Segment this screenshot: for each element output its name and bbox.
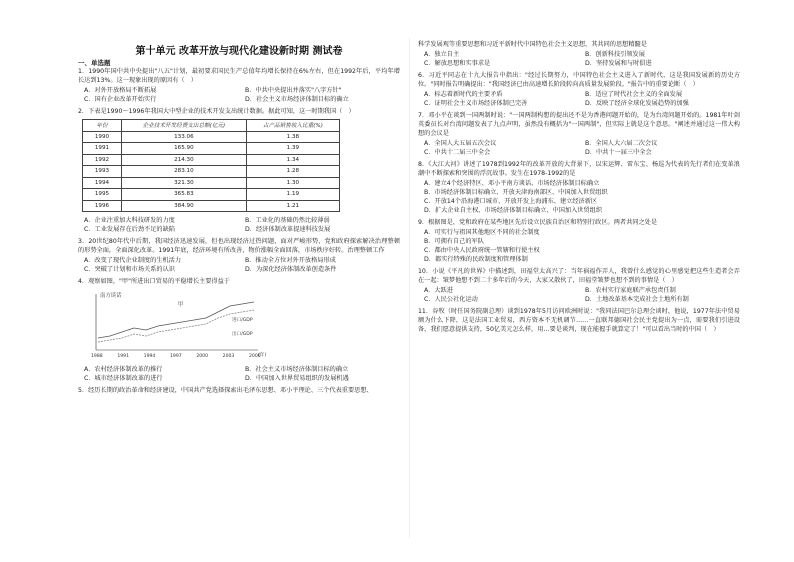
table-cell-ratio: 1.34 [246, 154, 339, 166]
chart-x-unit: (年) [258, 353, 267, 358]
q9-option-b[interactable]: B．可拥有自己的军队 [424, 238, 484, 245]
q3-option-a[interactable]: A．改变了现代企业制度的生机活力 [84, 257, 182, 264]
chart-series-b-label: 出口/GDP [232, 332, 253, 337]
table-header-expense: 企业技术开发经费支出总额(亿元) [122, 120, 247, 132]
table-cell-expense: 365.83 [122, 189, 247, 201]
chart-x-tick-label: 2003 [222, 354, 235, 359]
q1-option-d[interactable]: D．社会主义市场经济体制目标的确立 [245, 96, 349, 103]
table-body [83, 131, 340, 212]
table-cell-year: 1992 [83, 154, 122, 166]
q2-data-table [82, 119, 340, 212]
question-5-stem-start: 5．经历长期的政治革命和经济建设，中国共产党选择探索出毛泽东思想、邓小平理论、三个代表重要思想、 [78, 387, 373, 394]
q8-option-c[interactable]: C．开放14个沿海港口城市、开放开发上海浦东、建立经济新区 [424, 198, 598, 205]
q9-option-a[interactable]: A．可实行与祖国其他地区不同的社会制度 [424, 229, 540, 236]
q7-option-b[interactable]: B．全国人大六届二次会议 [585, 140, 658, 147]
q4-option-b[interactable]: B．社会主义市场经济体制目标的确立 [245, 366, 349, 373]
table-cell-expense: 133.06 [122, 131, 247, 143]
table-header-year: 年份 [83, 120, 122, 132]
question-9-stem: 9．根据图是，党和政府在某些地区先后设立民族自治区和特别行政区。两者共同之处是 [418, 219, 658, 226]
document-title: 第十单元 改革开放与现代化建设新时期 测试卷 [135, 46, 343, 57]
q9-option-d[interactable]: D．都实行特殊的民政制度和管理体制 [424, 256, 528, 263]
q2-option-a[interactable]: A．企业注重加大科技研发的力度 [84, 217, 175, 224]
q5-option-c[interactable]: C．解放思想和实事求是 [424, 60, 491, 67]
q3-option-c[interactable]: C．突破了计划和市场关系的认识 [84, 266, 175, 273]
chart-x-tick-label: 1997 [170, 354, 182, 359]
question-11-stem: 11．谷牧（时任国务院副总理）谈到1978年5月访问欧洲时说："我同法国巴尔总理会谈时，他说，1977年法中贸易额为什么下降，这是法国工业贸易，西方资本不无机调节……一直联邦德国社会民主党提出为一点，需要我们引进设备，我们愿意提供支持，50亿美元怎么样，用…要是谈判，现在能握手就算定了！"可以看出当时的中国（ ） [418, 308, 740, 333]
left-column [78, 58, 400, 395]
chart-series-a-label: 进口/GDP [232, 318, 253, 323]
section-title: 一、单选题 [78, 59, 111, 67]
table-cell-expense: 384.90 [122, 200, 247, 212]
table-cell-expense: 321.30 [122, 177, 247, 189]
question-4-options [84, 365, 400, 383]
q6-option-c[interactable]: C．证明社会主义市场经济体制已完善 [424, 100, 528, 107]
q5-option-b[interactable]: B．创新科技引领发展 [585, 51, 645, 58]
q7-option-a[interactable]: A．全国人大五届五次会议 [424, 140, 497, 147]
table-cell-ratio: 1.19 [246, 189, 339, 201]
table-cell-year: 1994 [83, 177, 122, 189]
q6-option-a[interactable]: A．标志着新时代的主要矛盾 [424, 91, 503, 98]
table-cell-year: 1993 [83, 166, 122, 178]
q4-option-a[interactable]: A．农村经济体制改革的推行 [84, 366, 163, 373]
question-8-options [424, 179, 740, 215]
question-7-options [424, 139, 740, 157]
chart-x-tick-label: 1991 [117, 354, 130, 359]
q6-option-b[interactable]: B．适应了时代社会主义的全面发展 [585, 91, 683, 98]
table-cell-expense: 214.30 [122, 154, 247, 166]
table-cell-expense: 283.10 [122, 166, 247, 178]
chart-x-tick-label: 1988 [91, 354, 103, 359]
q4-option-c[interactable]: C．城市经济体制改革的进行 [84, 375, 163, 382]
question-5-options [424, 50, 740, 68]
table-cell-year: 1995 [83, 189, 122, 201]
question-8-stem: 8．《大江大河》讲述了1978到1992年的改革开放的大背景下，以宋运辉、雷东宝、杨巡为代表的先行者们在变革浪潮中不断探索和突围的浮沉故事。发生在1978-1992的是 [418, 161, 740, 177]
q8-option-a[interactable]: A．建立4个经济特区、邓小平南方谈话、市场经济体制目标确立 [424, 180, 600, 187]
q5-option-d[interactable]: D．坚持发展和与时俱进 [585, 60, 652, 67]
chart-line-import [98, 310, 254, 342]
q2-option-b[interactable]: B．工业化的基础仍然比较薄弱 [245, 217, 330, 224]
question-10-options [424, 286, 740, 304]
q7-option-c[interactable]: C．中共十二届三中全会 [424, 149, 491, 156]
question-5-stem-cont: 科学发展观等重要思想和习近平新时代中国特色社会主义思想，其共同的思想精髓是 [418, 41, 647, 48]
q1-option-b[interactable]: B．中共中央提出并落实"八字方针" [245, 87, 342, 94]
q10-option-b[interactable]: B．农村实行家庭联产承包责任制 [585, 287, 676, 294]
table-cell-ratio: 1.39 [246, 143, 339, 155]
chart-x-ticks [91, 353, 261, 359]
table-cell-ratio: 1.38 [246, 131, 339, 143]
question-1-options [84, 86, 400, 104]
q6-option-d[interactable]: D．反映了经济全球化发展趋势的加强 [585, 100, 689, 107]
q8-option-b[interactable]: B．市场经济体制目标确立、开放天津海南部区、中国加入世贸组织 [424, 189, 608, 196]
table-row [83, 154, 340, 166]
q10-option-a[interactable]: A．大跃进 [424, 287, 453, 294]
table-cell-year: 1991 [83, 143, 122, 155]
table-cell-year: 1996 [83, 200, 122, 212]
table-row [83, 189, 340, 201]
q10-option-d[interactable]: D．土地改革基本完成社会土地所有制 [585, 296, 689, 303]
table-row [83, 166, 340, 178]
q3-option-d[interactable]: D．为深化经济体制改革创造条件 [245, 266, 337, 273]
q4-option-d[interactable]: D．中国加入世界贸易组织的发展机遇 [245, 375, 349, 382]
table-row [83, 177, 340, 189]
q1-option-c[interactable]: C．国有企业改革开始实行 [84, 96, 157, 103]
table-row [83, 200, 340, 212]
column-divider [409, 38, 410, 538]
question-3-options [84, 256, 400, 274]
table-row [83, 143, 340, 155]
right-column [418, 40, 740, 334]
question-2-stem: 2．下表是1990～1996年我国大中型企业的技术开发支出统计数据。据此可知，这一时期我国（ ） [78, 108, 355, 115]
q10-option-c[interactable]: C．人民公社化运动 [424, 296, 478, 303]
table-row [83, 131, 340, 143]
chart-line-export [98, 302, 254, 338]
chart-x-tick-label: 2000 [196, 354, 209, 359]
question-9-options [424, 228, 740, 264]
q1-option-a[interactable]: A．对外开放格局不断拓展 [84, 87, 157, 94]
trade-chart-svg [82, 288, 272, 362]
chart-legend-label: 南方谈话 [100, 293, 122, 299]
q7-option-d[interactable]: D．中共十一届三中全会 [585, 149, 652, 156]
table-header-ratio: 占产品销售收入比重(%) [246, 120, 339, 132]
question-6-stem: 6．习近平同志在十九大报告中指出："经过长期努力，中国特色社会主义进入了新时代，这是我国发展新的历史方位。"同时报告明确提出："我国经济已由高速增长阶段转向高质量发展阶段。"报告中的重要论断（ ） [418, 72, 740, 88]
q3-option-b[interactable]: B．推动全方位对外开放格局形成 [245, 257, 336, 264]
q8-option-d[interactable]: D．扩大企业自主权、市场经济体制目标确立、中国加入世贸组织 [424, 207, 603, 214]
table-header-row [83, 120, 340, 132]
q9-option-c[interactable]: C．都由中央人民政府统一管辖和行使主权 [424, 247, 540, 254]
q2-option-c[interactable]: C．工业发展存在后劲不足的缺陷 [84, 226, 175, 233]
q4-trade-chart [82, 288, 272, 362]
question-4-stem: 4．观察如图，"甲"所进出口贸易的平稳增长主要得益于 [78, 278, 230, 285]
question-3-stem: 3．20世纪80年代中后期，我国经济迅速发展，但也出现经济过热问题，面对严峻形势，党和政府探索解决治理整顿的形势全面，全面深化改革。1991年底，经济环境有所改善，物价涨幅全面回落，市场秩序好转。治理整顿工作 [78, 238, 400, 254]
question-2-options [84, 216, 400, 234]
table-cell-ratio: 1.28 [246, 166, 339, 178]
table-cell-ratio: 1.21 [246, 200, 339, 212]
chart-x-tick-label: 2006 [249, 354, 261, 359]
q2-option-d[interactable]: D．经济体制改革提速科技发展 [245, 226, 331, 233]
chart-series-jia-label: 甲 [178, 302, 184, 308]
question-10-stem: 10．小说《平凡的世界》中描述到，田福堂太高兴了：当年祸福作弄人，我曾什么感觉的心里感觉把这些生造者会弄在一起：皱梦他想不到二十多年后的今天，大家又散伙了，田福堂皱梦也想不到的事情是（ ） [418, 268, 740, 284]
table-cell-expense: 165.90 [122, 143, 247, 155]
q5-option-a[interactable]: A．独立自主 [424, 51, 460, 58]
question-1-stem: 1．1990年国中共中央提出"八五"计划，最初要求国民生产总值年均增长保持在6%左右，但在1992年后，平均年增长达到13%。这一现象出现的原因有（ ） [78, 68, 400, 84]
chart-x-tick-label: 1994 [143, 354, 156, 359]
question-7-stem: 7．邓小平在谈到一国两制时说："一国两制构想的提出还不是为香港问题开始的，是为台湾问题开始的。1981年叶剑英委员长对台湾问题发表了九点声明，虽然没有概括为"一国两制"，但实际上就是这个意思。"阐述并通过这一伟大构想的会议是 [418, 112, 740, 137]
table-cell-year: 1990 [83, 131, 122, 143]
table-cell-ratio: 1.30 [246, 177, 339, 189]
question-6-options [424, 90, 740, 108]
